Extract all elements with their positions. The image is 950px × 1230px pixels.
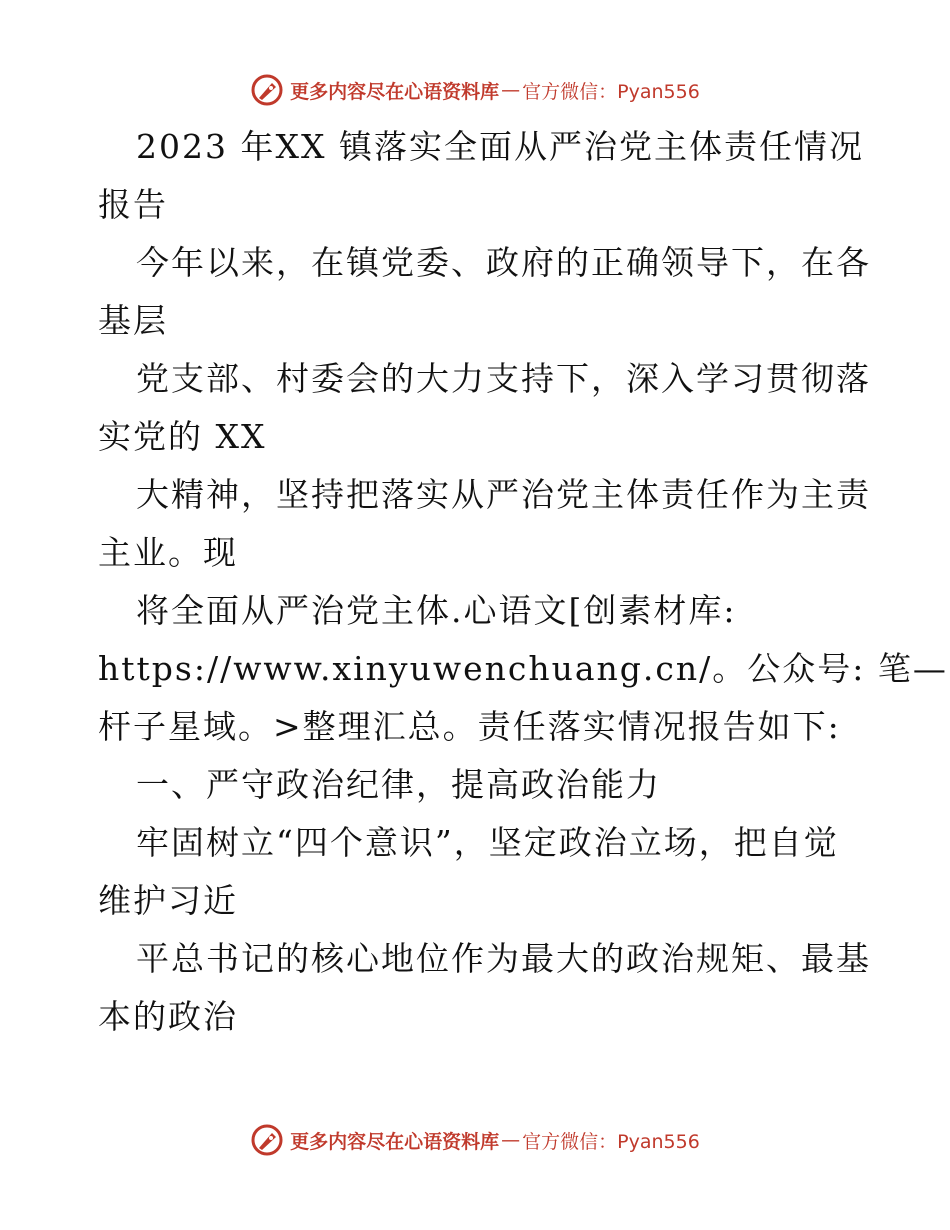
doc-line: 本的政治: [98, 997, 238, 1036]
banner-dash: —: [501, 79, 521, 101]
doc-line: 维护习近: [98, 881, 238, 920]
doc-line: 杆子星域。>整理汇总。责任落实情况报告如下:: [98, 707, 841, 746]
footer-watermark-banner: [0, 1120, 950, 1160]
doc-line: 大精神，坚持把落实从严治党主体责任作为主责: [136, 475, 871, 514]
doc-line: 将全面从严治党主体.心语文[创素材库:: [136, 591, 737, 630]
doc-line: 基层: [98, 301, 168, 340]
doc-line: 主业。现: [98, 533, 238, 572]
banner-main-text: 更多内容尽在心语资料库: [290, 80, 500, 103]
doc-line: 2023 年XX 镇落实全面从严治党主体责任情况: [136, 127, 864, 166]
doc-line: 平总书记的核心地位作为最大的政治规矩、最基: [136, 939, 871, 978]
header-watermark-banner: [0, 70, 950, 110]
doc-line: 一、严守政治纪律，提高政治能力: [136, 765, 661, 804]
doc-line: https://www.xinyuwenchuang.cn/。公众号: 笔—: [98, 649, 948, 688]
document-body: [98, 118, 948, 1046]
pen-nib-logo-icon: [250, 1123, 284, 1157]
pen-nib-logo-icon: [250, 73, 284, 107]
doc-line: 实党的 XX: [98, 417, 267, 456]
doc-line: 牢固树立“四个意识”，坚定政治立场，把自觉: [136, 823, 839, 862]
banner-dash: —: [501, 1129, 521, 1151]
banner-wechat-text: 官方微信：Pyan556: [522, 80, 700, 103]
doc-line: 报告: [98, 185, 168, 224]
doc-line: 今年以来，在镇党委、政府的正确领导下，在各: [136, 243, 871, 282]
doc-line: 党支部、村委会的大力支持下，深入学习贯彻落: [136, 359, 871, 398]
banner-main-text: 更多内容尽在心语资料库: [290, 1130, 500, 1153]
banner-wechat-text: 官方微信：Pyan556: [522, 1130, 700, 1153]
